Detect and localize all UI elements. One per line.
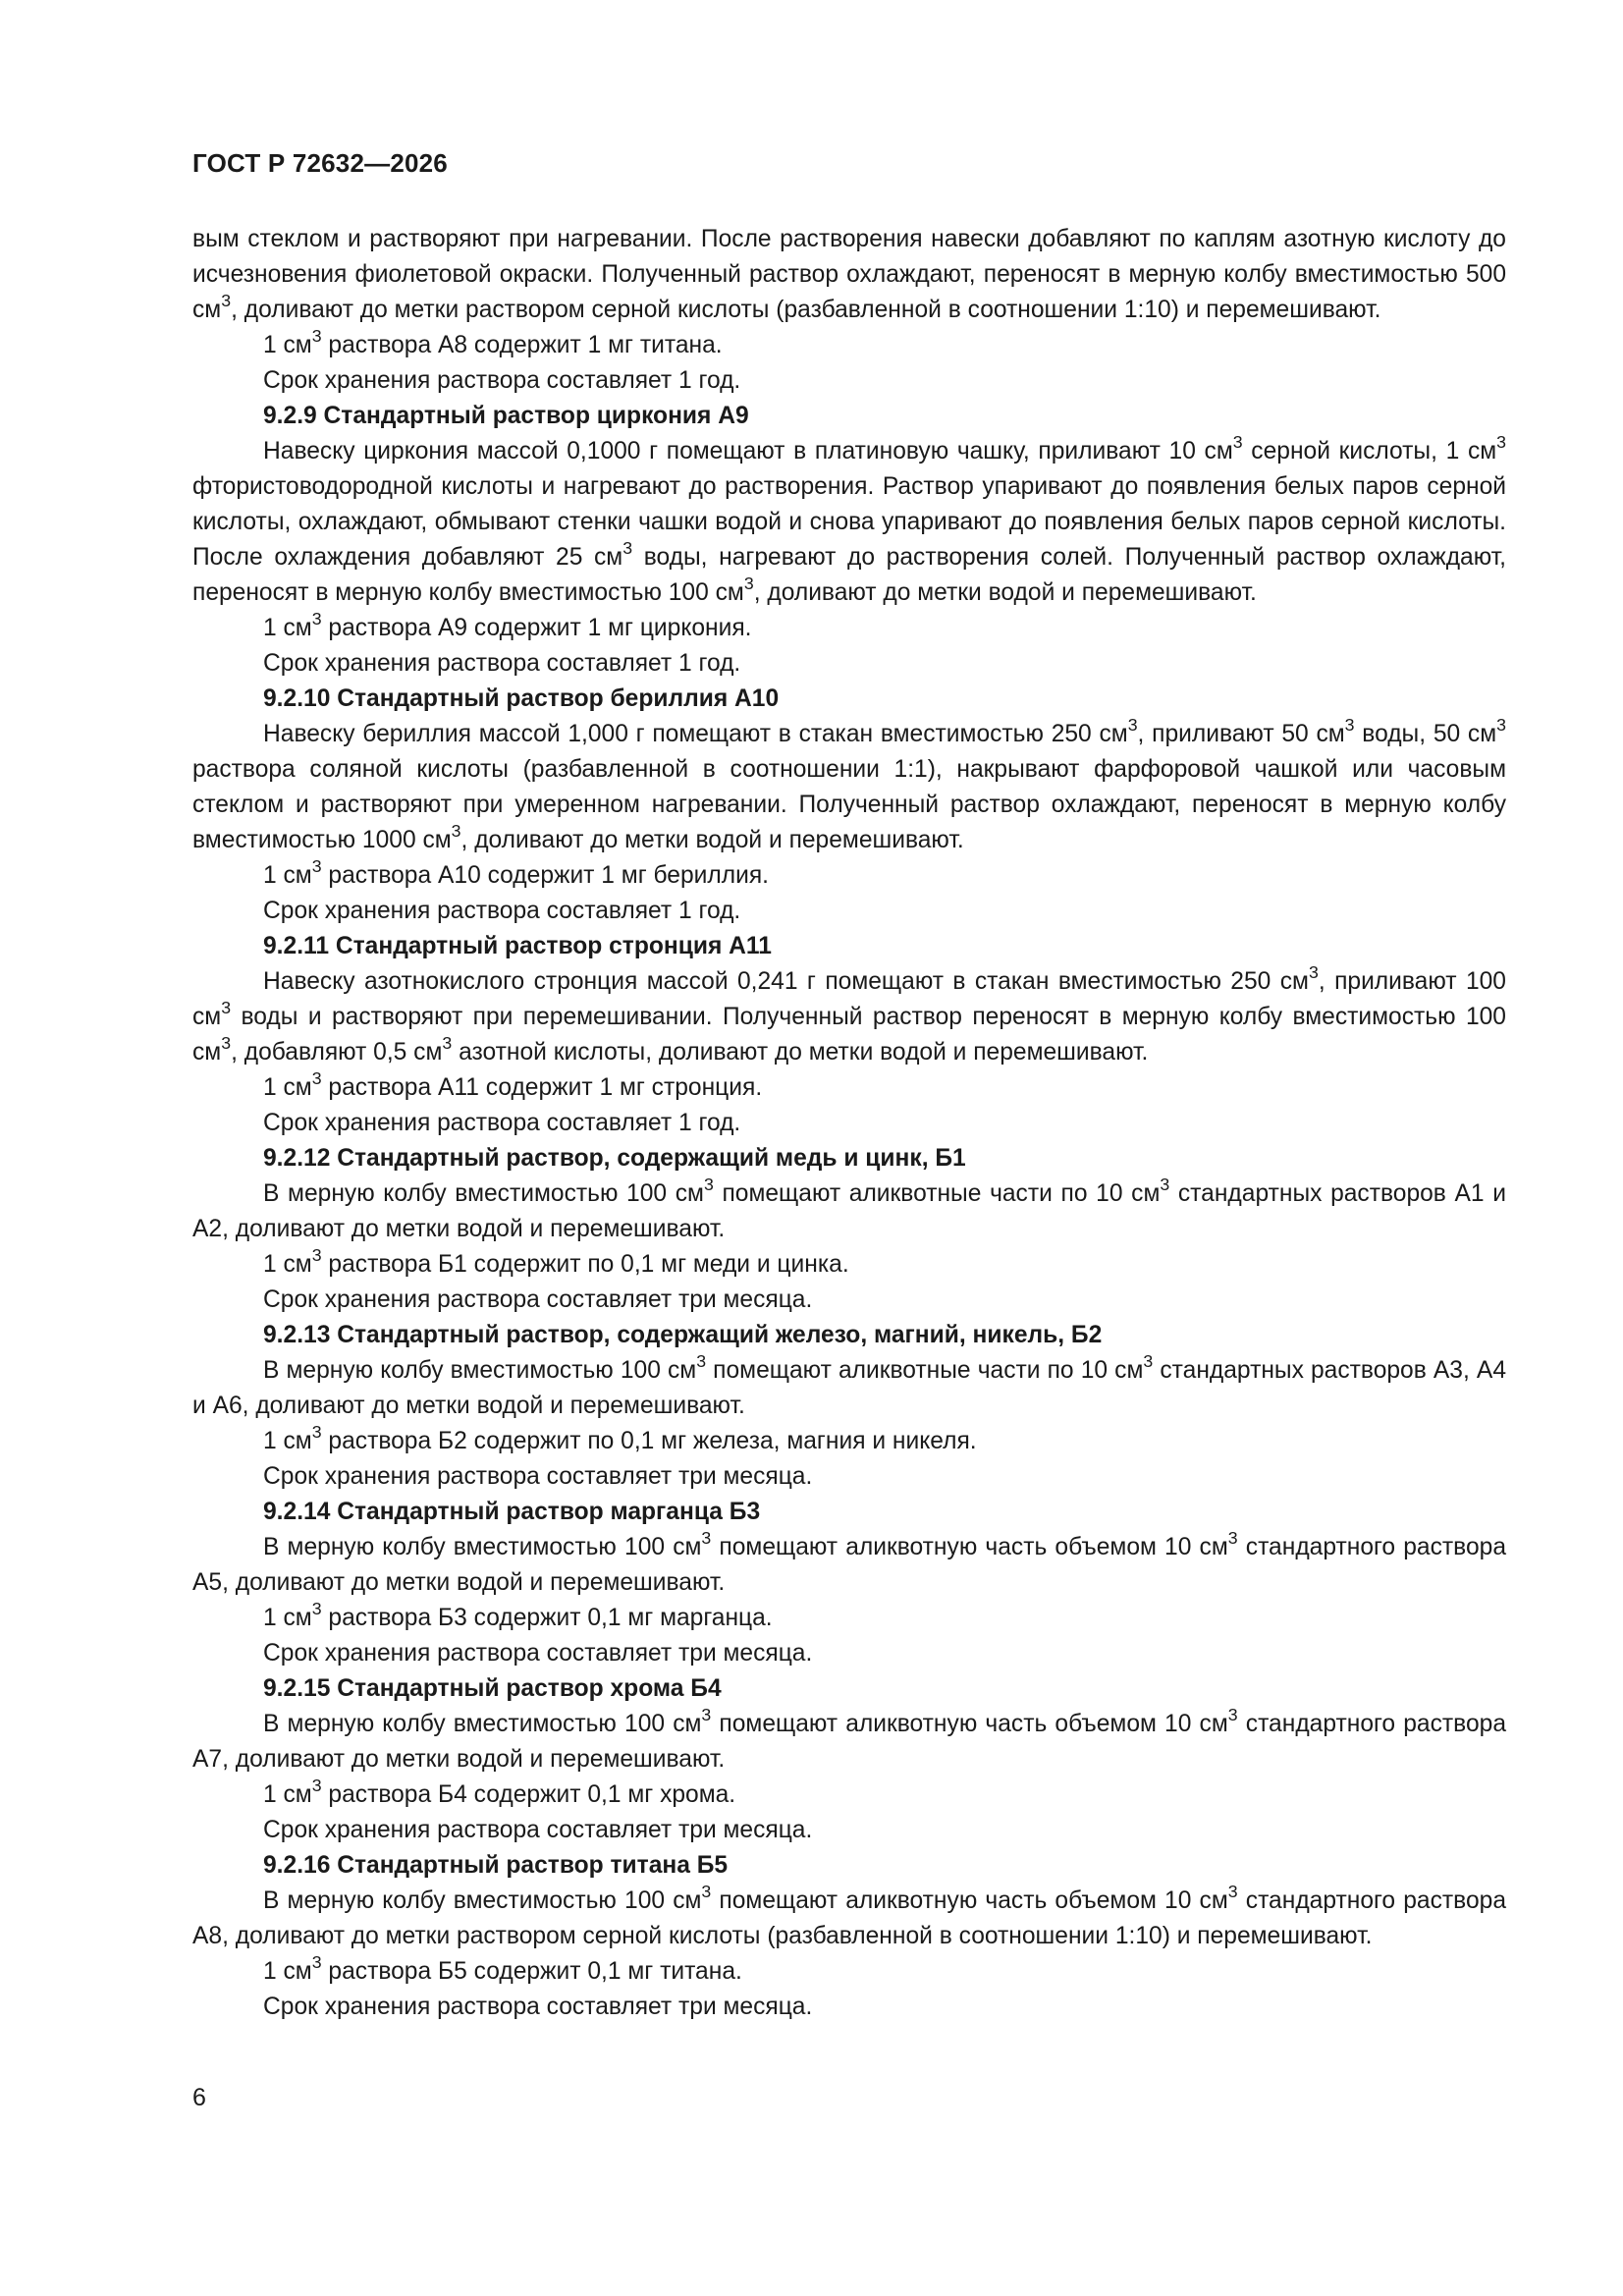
text-run: 9.2.12 Стандартный раствор, содержащий медь и цинк, Б1 bbox=[263, 1145, 966, 1172]
superscript: 3 bbox=[442, 1033, 453, 1054]
text-run: В мерную колбу вместимостью 100 см bbox=[263, 1180, 704, 1207]
text-run: В мерную колбу вместимостью 100 см bbox=[263, 1534, 702, 1560]
paragraph bbox=[192, 1424, 1506, 1459]
paragraph bbox=[192, 1884, 1506, 1954]
section-heading bbox=[192, 1848, 1506, 1884]
text-run: 9.2.9 Стандартный раствор циркония А9 bbox=[263, 403, 749, 429]
paragraph bbox=[192, 434, 1506, 611]
superscript: 3 bbox=[1308, 962, 1319, 983]
superscript: 3 bbox=[311, 326, 322, 347]
superscript: 3 bbox=[1143, 1351, 1154, 1372]
superscript: 3 bbox=[701, 1528, 712, 1549]
paragraph bbox=[192, 611, 1506, 646]
text-run: Срок хранения раствора составляет три месяца. bbox=[263, 1994, 813, 2020]
superscript: 3 bbox=[311, 1776, 322, 1796]
superscript: 3 bbox=[221, 1033, 232, 1054]
text-run: 1 см bbox=[263, 862, 312, 889]
superscript: 3 bbox=[703, 1175, 714, 1195]
section-heading bbox=[192, 1495, 1506, 1530]
superscript: 3 bbox=[743, 574, 754, 594]
text-run: 1 см bbox=[263, 1605, 312, 1631]
text-run: 9.2.13 Стандартный раствор, содержащий железо, магний, никель, Б2 bbox=[263, 1322, 1103, 1348]
superscript: 3 bbox=[1127, 715, 1138, 736]
text-run: раствора А8 содержит 1 мг титана. bbox=[321, 332, 723, 358]
text-run: раствора Б3 содержит 0,1 мг марганца. bbox=[321, 1605, 773, 1631]
superscript: 3 bbox=[221, 291, 232, 311]
text-run: , приливают 100 см bbox=[192, 968, 1506, 1030]
superscript: 3 bbox=[311, 609, 322, 629]
paragraph bbox=[192, 222, 1506, 328]
text-run: помещают аликвотную часть объемом 10 см bbox=[711, 1534, 1228, 1560]
text-run: помещают аликвотные части по 10 см bbox=[713, 1180, 1161, 1207]
text-run: помещают аликвотные части по 10 см bbox=[706, 1357, 1144, 1384]
superscript: 3 bbox=[1227, 1882, 1238, 1902]
text-run: стандартного раствора А8, доливают до метки раствором серной кислоты (разбавленной в соотношении 1:10) и перемешивают. bbox=[192, 1887, 1506, 1949]
text-run: , приливают 50 см bbox=[1137, 721, 1345, 747]
text-run: 1 см bbox=[263, 1428, 312, 1454]
text-run: Срок хранения раствора составляет три месяца. bbox=[263, 1817, 813, 1843]
paragraph bbox=[192, 964, 1506, 1070]
text-run: 1 см bbox=[263, 332, 312, 358]
document-body bbox=[192, 222, 1506, 2025]
text-run: Срок хранения раствора составляет 1 год. bbox=[263, 650, 741, 677]
text-run: раствора Б2 содержит по 0,1 мг железа, магния и никеля. bbox=[321, 1428, 977, 1454]
section-heading bbox=[192, 1671, 1506, 1707]
text-run: 1 см bbox=[263, 1251, 312, 1278]
text-run: раствора А10 содержит 1 мг бериллия. bbox=[321, 862, 769, 889]
text-run: помещают аликвотную часть объемом 10 см bbox=[711, 1711, 1228, 1737]
text-run: Срок хранения раствора составляет 1 год. bbox=[263, 367, 741, 394]
superscript: 3 bbox=[1232, 432, 1243, 453]
text-run: Навеску азотнокислого стронция массой 0,241 г помещают в стакан вместимостью 250 см bbox=[263, 968, 1309, 995]
text-run: воды, 50 см bbox=[1354, 721, 1497, 747]
text-run: Срок хранения раствора составляет три месяца. bbox=[263, 1286, 813, 1313]
text-run: раствора Б5 содержит 0,1 мг титана. bbox=[321, 1958, 742, 1985]
document-header: ГОСТ Р 72632—2026 bbox=[192, 148, 448, 178]
superscript: 3 bbox=[311, 1068, 322, 1089]
section-heading bbox=[192, 929, 1506, 964]
paragraph bbox=[192, 1636, 1506, 1671]
text-run: помещают аликвотную часть объемом 10 см bbox=[711, 1887, 1228, 1914]
text-run: Навеску бериллия массой 1,000 г помещают в стакан вместимостью 250 см bbox=[263, 721, 1128, 747]
paragraph bbox=[192, 1176, 1506, 1247]
text-run: Срок хранения раствора составляет 1 год. bbox=[263, 898, 741, 924]
paragraph bbox=[192, 1106, 1506, 1141]
superscript: 3 bbox=[696, 1351, 707, 1372]
text-run: 1 см bbox=[263, 1958, 312, 1985]
paragraph bbox=[192, 328, 1506, 363]
superscript: 3 bbox=[622, 538, 633, 559]
text-run: раствора Б4 содержит 0,1 мг хрома. bbox=[321, 1781, 736, 1808]
superscript: 3 bbox=[1160, 1175, 1170, 1195]
text-run: воды и растворяют при перемешивании. Полученный раствор переносят в мерную колбу вместимостью 100 см bbox=[192, 1004, 1506, 1066]
superscript: 3 bbox=[1344, 715, 1355, 736]
text-run: , доливают до метки водой и перемешивают. bbox=[753, 579, 1257, 606]
superscript: 3 bbox=[311, 1422, 322, 1443]
section-heading bbox=[192, 682, 1506, 717]
paragraph bbox=[192, 1707, 1506, 1777]
text-run: 9.2.14 Стандартный раствор марганца Б3 bbox=[263, 1499, 761, 1525]
text-run: 9.2.10 Стандартный раствор бериллия А10 bbox=[263, 685, 780, 712]
text-run: В мерную колбу вместимостью 100 см bbox=[263, 1887, 702, 1914]
text-run: фтористоводородной кислоты и нагревают до растворения. Раствор упаривают до появления белых паров серной кислоты, охлаждают, обмывают стенки чашки водой и снова упаривают до появления белых паров серной кислоты. После охлаждения добавляют 25 см bbox=[192, 473, 1506, 571]
paragraph bbox=[192, 1247, 1506, 1283]
paragraph bbox=[192, 1990, 1506, 2025]
section-heading bbox=[192, 399, 1506, 434]
paragraph bbox=[192, 1283, 1506, 1318]
paragraph bbox=[192, 1777, 1506, 1813]
text-run: , доливают до метки водой и перемешивают. bbox=[460, 827, 964, 853]
text-run: , добавляют 0,5 см bbox=[231, 1039, 443, 1066]
paragraph bbox=[192, 1459, 1506, 1495]
superscript: 3 bbox=[701, 1882, 712, 1902]
text-run: азотной кислоты, доливают до метки водой и перемешивают. bbox=[452, 1039, 1149, 1066]
text-run: Срок хранения раствора составляет три месяца. bbox=[263, 1463, 813, 1490]
superscript: 3 bbox=[221, 998, 232, 1018]
page-number: 6 bbox=[192, 2084, 206, 2111]
text-run: В мерную колбу вместимостью 100 см bbox=[263, 1711, 702, 1737]
superscript: 3 bbox=[311, 856, 322, 877]
paragraph bbox=[192, 717, 1506, 858]
text-run: воды, нагревают до растворения солей. Полученный раствор охлаждают, переносят в мерную колбу вместимостью 100 см bbox=[192, 544, 1506, 606]
superscript: 3 bbox=[311, 1952, 322, 1973]
paragraph bbox=[192, 1954, 1506, 1990]
paragraph bbox=[192, 646, 1506, 682]
text-run: стандартных растворов А1 и А2, доливают до метки водой и перемешивают. bbox=[192, 1180, 1506, 1242]
superscript: 3 bbox=[1227, 1528, 1238, 1549]
text-run: Навеску циркония массой 0,1000 г помещают в платиновую чашку, приливают 10 см bbox=[263, 438, 1233, 465]
text-run: стандартного раствора А5, доливают до метки водой и перемешивают. bbox=[192, 1534, 1506, 1596]
section-heading bbox=[192, 1318, 1506, 1353]
paragraph bbox=[192, 1530, 1506, 1601]
superscript: 3 bbox=[1496, 432, 1507, 453]
superscript: 3 bbox=[451, 821, 461, 842]
superscript: 3 bbox=[1496, 715, 1506, 736]
text-run: 9.2.16 Стандартный раствор титана Б5 bbox=[263, 1852, 729, 1879]
text-run: В мерную колбу вместимостью 100 см bbox=[263, 1357, 697, 1384]
text-run: Срок хранения раствора составляет три месяца. bbox=[263, 1640, 813, 1667]
text-run: раствора Б1 содержит по 0,1 мг меди и цинка. bbox=[321, 1251, 849, 1278]
text-run: раствора А11 содержит 1 мг стронция. bbox=[321, 1074, 763, 1101]
text-run: стандартного раствора А7, доливают до метки водой и перемешивают. bbox=[192, 1711, 1506, 1773]
superscript: 3 bbox=[1227, 1705, 1238, 1725]
superscript: 3 bbox=[311, 1245, 322, 1266]
superscript: 3 bbox=[311, 1599, 322, 1619]
text-run: вым стеклом и растворяют при нагревании. После растворения навески добавляют по каплям азотную кислоту до исчезновения фиолетовой окраски. Полученный раствор охлаждают, переносят в мерную колбу вместимостью 500 см bbox=[192, 226, 1506, 323]
paragraph bbox=[192, 1070, 1506, 1106]
paragraph bbox=[192, 858, 1506, 894]
text-run: 9.2.15 Стандартный раствор хрома Б4 bbox=[263, 1675, 722, 1702]
text-run: 1 см bbox=[263, 1781, 312, 1808]
text-run: 1 см bbox=[263, 1074, 312, 1101]
text-run: раствора соляной кислоты (разбавленной в соотношении 1:1), накрывают фарфоровой чашкой или часовым стеклом и растворяют при умеренном нагревании. Полученный раствор охлаждают, переносят в мерную колбу вместимостью 1000 см bbox=[192, 756, 1506, 853]
paragraph bbox=[192, 1601, 1506, 1636]
text-run: серной кислоты, 1 см bbox=[1242, 438, 1497, 465]
superscript: 3 bbox=[701, 1705, 712, 1725]
text-run: Срок хранения раствора составляет 1 год. bbox=[263, 1110, 741, 1136]
text-run: раствора А9 содержит 1 мг циркония. bbox=[321, 615, 752, 641]
paragraph bbox=[192, 1353, 1506, 1424]
paragraph bbox=[192, 1813, 1506, 1848]
text-run: 9.2.11 Стандартный раствор стронция А11 bbox=[263, 933, 772, 959]
section-heading bbox=[192, 1141, 1506, 1176]
text-run: , доливают до метки раствором серной кислоты (разбавленной в соотношении 1:10) и перемешивают. bbox=[231, 297, 1381, 323]
text-run: стандартных растворов А3, А4 и А6, доливают до метки водой и перемешивают. bbox=[192, 1357, 1507, 1419]
paragraph bbox=[192, 894, 1506, 929]
paragraph bbox=[192, 363, 1506, 399]
text-run: 1 см bbox=[263, 615, 312, 641]
